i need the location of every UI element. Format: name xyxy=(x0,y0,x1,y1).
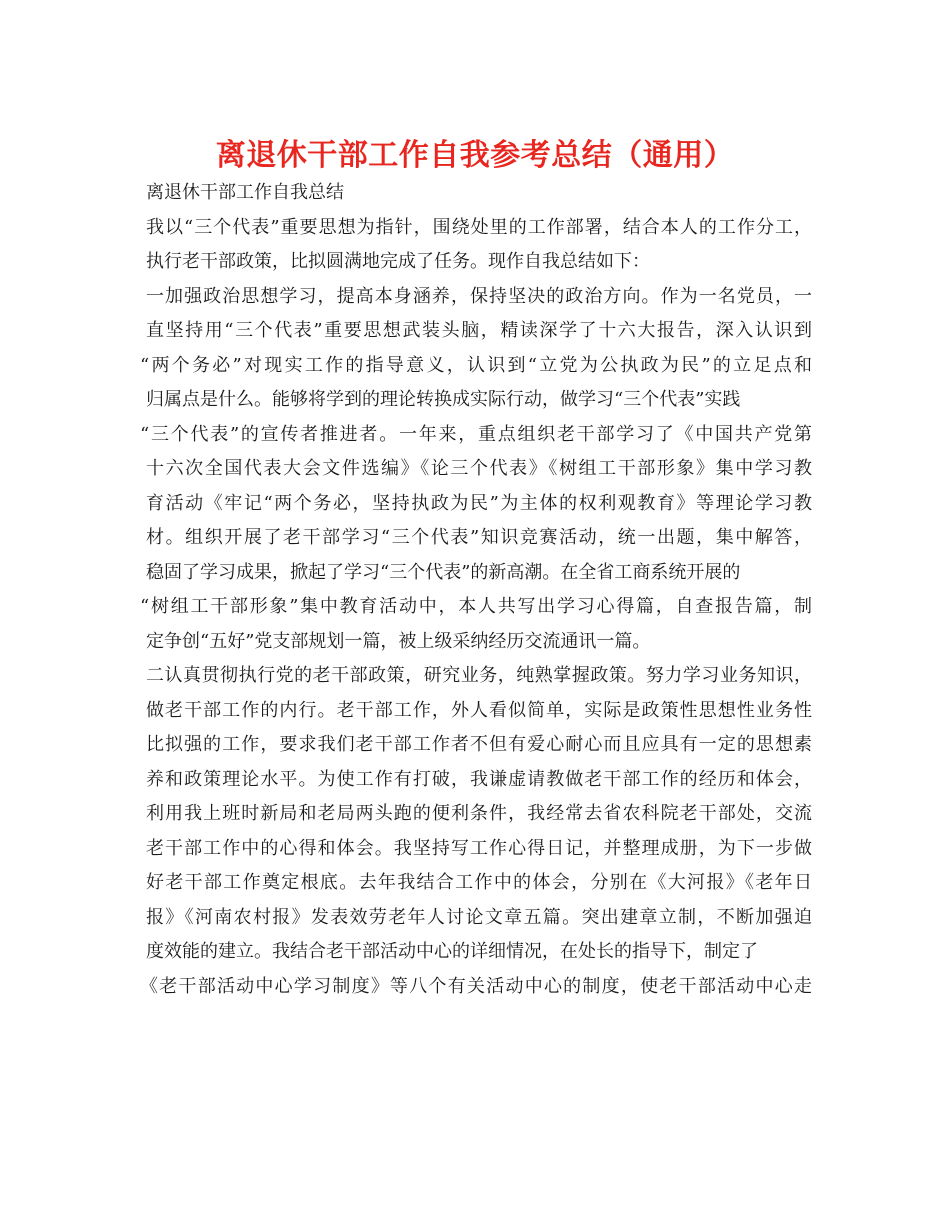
body-line: 利用我上班时新局和老局两头跑的便利条件，我经常去省农科院老干部处，交流 xyxy=(146,803,812,824)
document-title: 离退休干部工作自我参考总结（通用） xyxy=(215,138,735,173)
body-line: 育活动《牢记“两个务必，坚持执政为民”为主体的权利观教育》等理论学习教 xyxy=(146,492,812,514)
body-line: 比拟强的工作，要求我们老干部工作者不但有爱心耐心而且应具有一定的思想素 xyxy=(146,734,812,755)
body-line: 稳固了学习成果，掀起了学习“三个代表”的新高潮。在全省工商系统开展的 xyxy=(146,561,741,583)
body-line: 老干部工作中的心得和体会。我坚持写工作心得日记，并整理成册，为下一步做 xyxy=(146,837,812,859)
body-line: 好老干部工作奠定根底。去年我结合工作中的体会，分别在《大河报》《老年日 xyxy=(146,872,812,893)
body-line: 直坚持用“三个代表”重要思想武装头脑，精读深学了十六大报告，深入认识到 xyxy=(146,320,812,341)
body-line: 十六次全国代表大会文件选编》《论三个代表》《树组工干部形象》集中学习教 xyxy=(146,458,812,479)
body-line: 定争创“五好”党支部规划一篇，被上级采纳经历交流通讯一篇。 xyxy=(146,630,651,652)
document-body xyxy=(140,176,812,1004)
body-line: “树组工干部形象”集中教育活动中，本人共写出学习心得篇，自查报告篇，制 xyxy=(140,596,812,617)
body-line: 二认真贯彻执行党的老干部政策，研究业务，纯熟掌握政策。努力学习业务知识， xyxy=(146,665,812,686)
body-line: 养和政策理论水平。为使工作有打破，我谦虚请教做老干部工作的经历和体会， xyxy=(146,768,812,790)
body-line: 报》《河南农村报》发表效劳老年人讨论文章五篇。突出建章立制，不断加强迫 xyxy=(146,906,812,928)
body-line: 离退休干部工作自我总结 xyxy=(146,182,344,203)
body-line: 一加强政治思想学习，提高本身涵养，保持坚决的政治方向。作为一名党员，一 xyxy=(146,285,812,307)
body-line: 归属点是什么。能够将学到的理论转换成实际行动，做学习“三个代表”实践 xyxy=(146,389,741,410)
body-line: “三个代表”的宣传者推进者。一年来，重点组织老干部学习了《中国共产党第 xyxy=(140,423,812,445)
body-line: 度效能的建立。我结合老干部活动中心的详细情况，在处长的指导下，制定了 xyxy=(146,941,758,962)
body-line: 我以“三个代表”重要思想为指针，围绕处里的工作部署，结合本人的工作分工， xyxy=(146,216,812,238)
body-line: “两个务必”对现实工作的指导意义，认识到“立党为公执政为民”的立足点和 xyxy=(140,354,812,376)
body-line: 材。组织开展了老干部学习“三个代表”知识竞赛活动，统一出题，集中解答， xyxy=(146,527,812,548)
body-line: 执行老干部政策，比拟圆满地完成了任务。现作自我总结如下： xyxy=(146,251,650,272)
body-line: 做老干部工作的内行。老干部工作，外人看似简单，实际是政策性思想性业务性 xyxy=(146,699,812,721)
body-line: 《老干部活动中心学习制度》等八个有关活动中心的制度，使老干部活动中心走 xyxy=(140,975,812,997)
